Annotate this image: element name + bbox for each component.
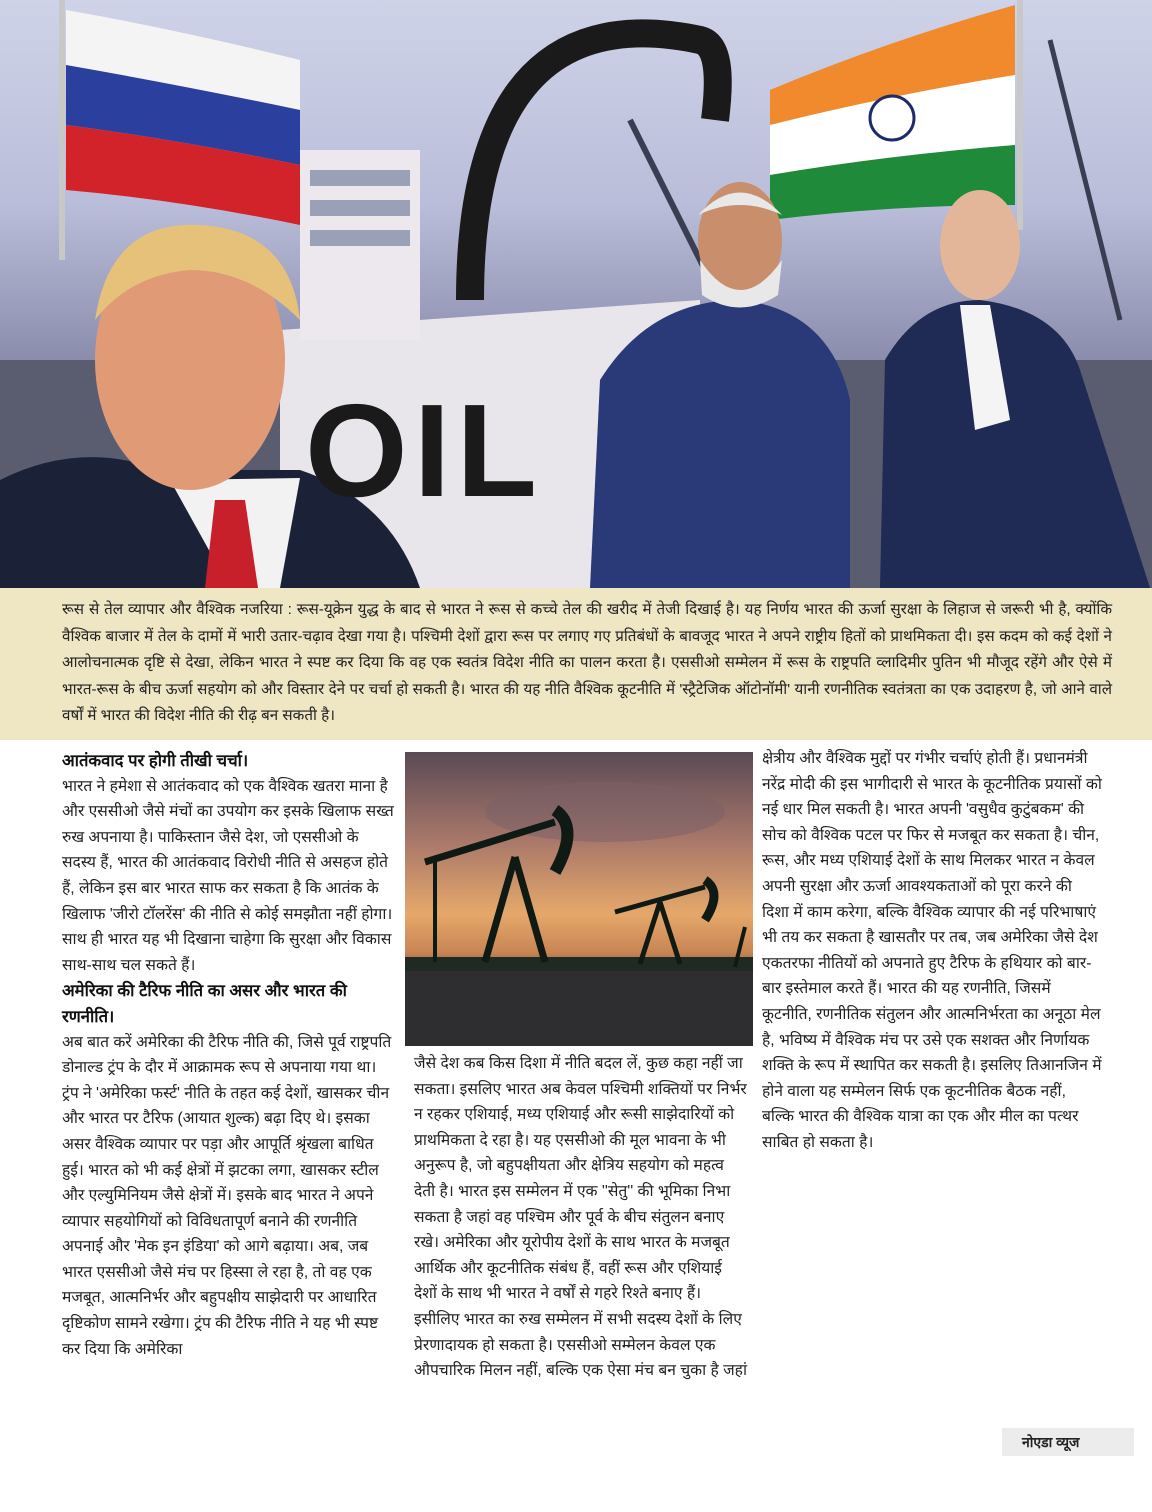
india-flag — [770, 5, 1015, 220]
paragraph-column-2: जैसे देश कब किस दिशा में नीति बदल लें, कुछ कहा नहीं जा सकता। इसलिए भारत अब केवल पश्चिमी शक्तियों पर निर्भर न रहकर एशियाई, मध्य एशियाई और रूसी साझेदारियों को प्राथमिकता दे रहा है। यह एससीओ की मूल भावना के भी अनुरूप है, जो बहुपक्षीयता और क्षेत्रिय सहयोग को महत्व देती है। भारत इस सम्मेलन में एक ''सेतु'' की भूमिका निभा सकता है जहां वह पश्चिम और पूर्व के बीच संतुलन बनाए रखे। अमेरिका और यूरोपीय देशों के साथ भारत के मजबूत आर्थिक और कूटनीतिक संबंध हैं, वहीं रूस और एशियाई देशों के साथ भी भारत ने वर्षों से गहरे रिश्ते बनाए हैं। इसीलिए भारत का रुख सम्मेलन में सभी सदस्य देशों के लिए प्रेरणादायक हो सकता है। एससीओ सम्मेलन केवल एक औपचारिक मिलन नहीं, बल्कि एक ऐसा मंच बन चुका है जहां — [414, 1055, 747, 1380]
person-middle — [590, 182, 850, 588]
russia-flag — [66, 10, 300, 225]
pump-jack-small — [615, 880, 714, 964]
article-column-2 — [414, 1051, 748, 1384]
hero-photo — [0, 0, 1152, 588]
oil-pumps-photo — [405, 752, 753, 1046]
oil-pumps-illustration — [405, 752, 753, 1046]
section-heading-tariff: अमेरिका की टैरिफ नीति का असर और भारत की रणनीति। — [62, 981, 347, 1026]
oil-label: OIL — [305, 377, 543, 524]
section-heading-terrorism: आतंकवाद पर होगी तीखी चर्चा। — [62, 751, 249, 770]
photo-caption: रूस से तेल व्यापार और वैश्विक नजरिया : रूस-यूक्रेन युद्ध के बाद से भारत ने रूस से कच्चे तेल की खरीद में तेजी दिखाई है। यह निर्णय भारत की ऊर्जा सुरक्षा के लिहाज से जरूरी भी है, क्योंकि वैश्विक बाजार में तेल के दामों में भारी उतार-चढ़ाव देखा गया है। पश्चिमी देशों द्वारा रूस पर लगाए गए प्रतिबंधों के बावजूद भारत ने अपने राष्ट्रीय हितों को प्राथमिकता दी। इस कदम को कई देशों ने आलोचनात्मक दृष्टि से देखा, लेकिन भारत ने स्पष्ट कर दिया कि वह एक स्वतंत्र विदेश नीति का पालन करता है। एससीओ सम्मेलन में रूस के राष्ट्रपति व्लादिमीर पुतिन भी मौजूद रहेंगे और ऐसे में भारत-रूस के बीच ऊर्जा सहयोग को और विस्तार देने पर चर्चा हो सकती है। भारत की यह नीति वैश्विक कूटनीति में 'स्ट्रैटेजिक ऑटोनॉमी' यानी रणनीतिक स्वतंत्रता का एक उदाहरण है, जो आने वाले वर्षों में भारत की विदेश नीति की रीढ़ बन सकती है। — [0, 588, 1152, 740]
article-column-1 — [62, 748, 394, 1362]
article-column-3 — [762, 746, 1102, 1156]
paragraph-column-3: क्षेत्रीय और वैश्विक मुद्दों पर गंभीर चर्चाएं होती हैं। प्रधानमंत्री नरेंद्र मोदी की इस भागीदारी से भारत के कूटनीतिक प्रयासों को नई धार मिल सकती है। भारत अपनी 'वसुधैव कुटुंबकम' की सोच को वैश्विक पटल पर फिर से मजबूत कर सकता है। चीन, रूस, और मध्य एशियाई देशों के साथ मिलकर भारत न केवल अपनी सुरक्षा और ऊर्जा आवश्यकताओं को पूरा करने की दिशा में काम करेगा, बल्कि वैश्विक व्यापार की नई परिभाषाएं भी तय कर सकता है खासतौर पर तब, जब अमेरिका जैसे देश एकतरफा नीतियों को अपनाते हुए टैरिफ के हथियार को बार-बार इस्तेमाल करते हैं। भारत की यह रणनीति, जिसमें कूटनीति, रणनीतिक संतुलन और आत्मनिर्भरता का अनूठा मेल है, भविष्य में वैश्विक मंच पर उसे एक सशक्त और निर्णायक शक्ति के रूप में स्थापित कर सकती है। इसलिए तिआनजिन में होने वाला यह सम्मेलन सिर्फ एक कूटनीतिक बैठक नहीं, बल्कि भारत की वैश्विक यात्रा का एक और मील का पत्थर साबित हो सकता है। — [762, 750, 1102, 1151]
paragraph-terrorism: भारत ने हमेशा से आतंकवाद को एक वैश्विक खतरा माना है और एससीओ जैसे मंचों का उपयोग कर इसके खिलाफ सख्त रुख अपनाया है। पाकिस्तान जैसे देश, जो एससीओ के सदस्य हैं, भारत की आतंकवाद विरोधी नीति से असहज होते हैं, लेकिन इस बार भारत साफ कर सकता है कि आतंक के खिलाफ 'जीरो टॉलरेंस' की नीति से कोई समझौता नहीं होगा। साथ ही भारत यह भी दिखाना चाहेगा कि सुरक्षा और विकास साथ-साथ चल सकते हैं। — [62, 777, 394, 974]
paragraph-tariff: अब बात करें अमेरिका की टैरिफ नीति की, जिसे पूर्व राष्ट्रपति डोनाल्ड ट्रंप के दौर में आक्रामक रूप से अपनाया गया था। ट्रंप ने 'अमेरिका फर्स्ट' नीति के तहत कई देशों, खासकर चीन और भारत पर टैरिफ (आयात शुल्क) बढ़ा दिए थे। इसका असर वैश्विक व्यापार पर पड़ा और आपूर्ति श्रृंखला बाधित हुई। भारत को भी कई क्षेत्रों में झटका लगा, खासकर स्टील और एल्युमिनियम जैसे क्षेत्रों में। इसके बाद भारत ने अपने व्यापार सहयोगियों को विविधतापूर्ण बनाने की रणनीति अपनाई और 'मेक इन इंडिया' को आगे बढ़ाया। अब, जब भारत एससीओ जैसे मंच पर हिस्सा ले रहा है, तो वह एक मजबूत, आत्मनिर्भर और बहुपक्षीय साझेदारी पर आधारित दृष्टिकोण सामने रखेगा। ट्रंप की टैरिफ नीति ने यह भी स्पष्ट कर दिया कि अमेरिका — [62, 1033, 392, 1358]
publication-badge: नोएडा व्यूज — [1002, 1428, 1134, 1456]
oil-hose — [470, 33, 718, 300]
hero-illustration — [0, 0, 1152, 588]
